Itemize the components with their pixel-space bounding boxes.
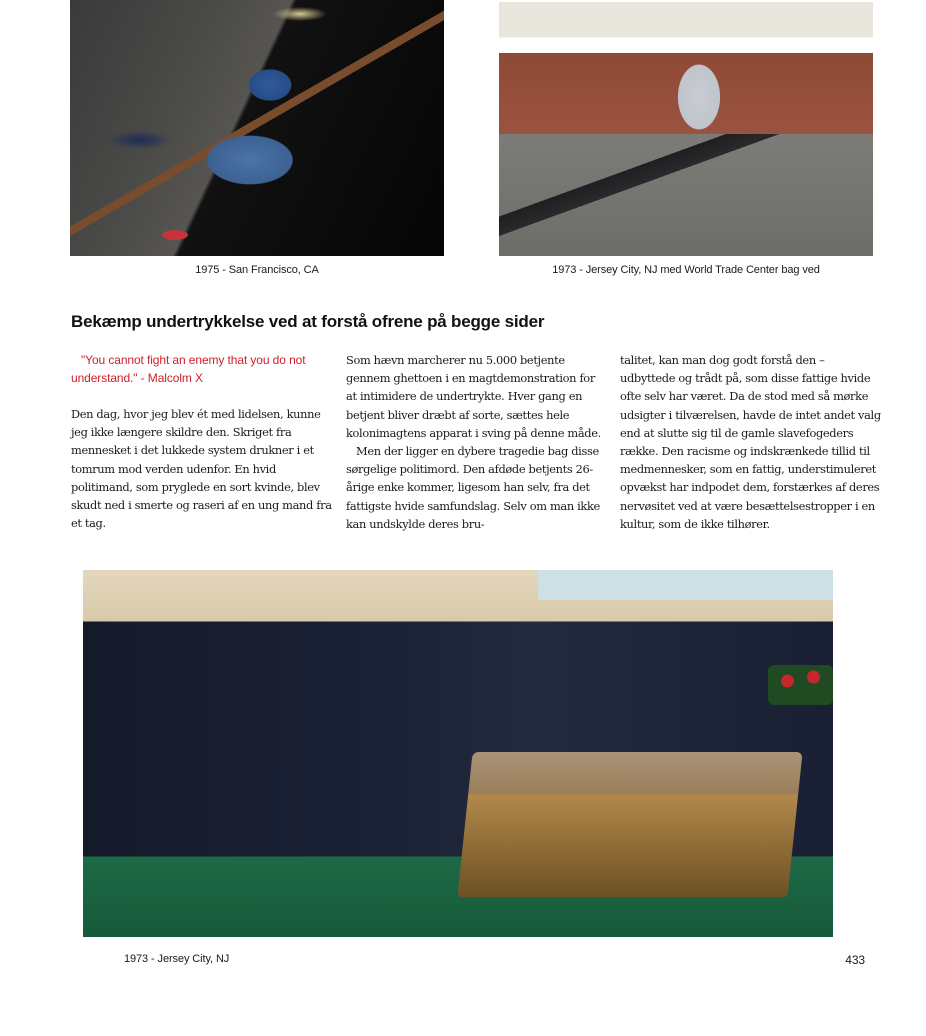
photo-caption: 1973 - Jersey City, NJ med World Trade Center bag ved	[552, 264, 820, 276]
pull-quote: "You cannot fight an enemy that you do not understand." - Malcolm X	[71, 353, 306, 385]
body-paragraph: Den dag, hvor jeg blev ét med lidelsen, kunne jeg ikke længere skildre den. Skriget fra mennesket i det lukkede system drukner i et tomrum mod verden udenfor. En hvid politimand, som pryglede en sort kvinde, blev skudt ned i smerte og raseri af en ung mand fra et tag.	[71, 407, 332, 531]
photo-police-march	[499, 2, 873, 256]
article-headline: Bekæmp undertrykkelse ved at forstå ofrene på begge sider	[71, 312, 545, 331]
photo-casket	[457, 752, 802, 897]
text-column-2	[346, 351, 608, 533]
photo-caption: 1975 - San Francisco, CA	[195, 264, 319, 276]
text-column-1	[71, 351, 333, 532]
photo-police-funeral	[83, 570, 833, 937]
photo-flowers	[768, 665, 833, 705]
photo-caption: 1973 - Jersey City, NJ	[124, 953, 230, 965]
text-column-3	[620, 351, 882, 533]
photo-sky	[538, 570, 833, 600]
photo-rooftop-rifle	[70, 0, 444, 256]
body-paragraph: Som hævn marcherer nu 5.000 betjente gennem ghettoen i en magtdemonstration for at intimidere de undertrykte. Hver gang en betjent bliver dræbt af sorte, sættes hele kolonimagtens apparat i sving på denne måde.	[346, 353, 601, 440]
body-paragraph: Men der ligger en dybere tragedie bag disse sørgelige politimord. Den afdøde betjents 26-årige enke kommer, ligesom han selv, fra det fattigste hvide samfundslag. Selv om man ikke kan undskylde deres bru-	[346, 444, 600, 531]
body-paragraph: talitet, kan man dog godt forstå den – udbyttede og trådt på, som disse fattige hvide ofte selv har været. Da de stod med så mørke udsigter i tilværelsen, havde de intet andet valg end at slutte sig til de gamle slavefogeders række. Den racisme og indskrænkede tillid til medmennesker, som en fattig, understimuleret opvækst har indpodet dem, forstærkes af deres nervøsitet ved at være besættelsestropper i en kultur, som de ikke tilhører.	[620, 353, 881, 531]
page-number: 433	[845, 953, 865, 967]
